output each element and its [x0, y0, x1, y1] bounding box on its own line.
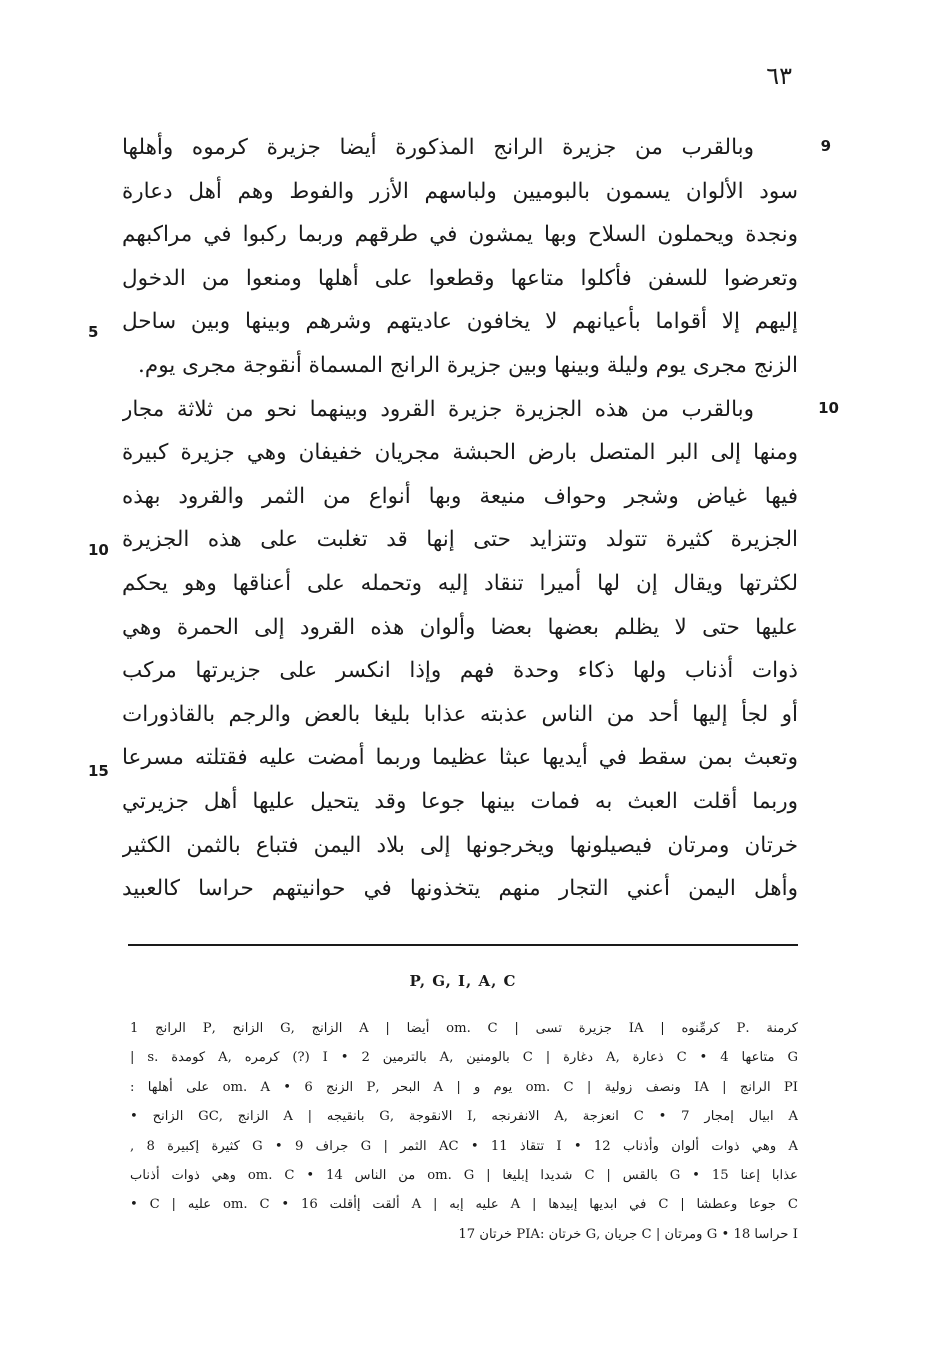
text-line: وتعرضوا للسفن فأكلوا متاعها وقطعوا على أهلها ومنعوا من الدخول [122, 265, 798, 291]
text-line: ومنها إلى البر المتصل بارض الحبشة مجريان خفيفان وهي جزيرة كبيرة [122, 440, 798, 466]
text-line: وربما أقلت العبث به فمات بينها جوعا وقد يتحيل عليها أهل جزيرتي [122, 788, 798, 814]
text-line: وتعبث بمن سقط في أيديها عبثا عظيما وربما أمضت عليه فقتلته مسرعا [122, 745, 798, 771]
critical-apparatus [130, 1014, 798, 1249]
apparatus-line: PI الرانج | IA ونصف زولية | om. C يوم و | A البحر ,P الزنج 6 • om. A على أهلها : [130, 1079, 798, 1095]
apparatus-line: G متاعها 4 • C ذعارة ,A دغارة | C بالومنين ,A بالترمين 2 • I (?) كرمره ,A كومدة .s | [130, 1050, 798, 1066]
text-line: الزنج مجرى يوم وليلة وبينها وبين جزيرة الرانج المسماة أنقوجة مجرى يوم. [138, 352, 798, 378]
margin-number: 10 [88, 541, 109, 559]
text-line: وبالقرب من جزيرة الرانج المذكورة أيضا جزيرة كرموه وأهلها [122, 135, 754, 160]
apparatus-line: A وهي ذوات ألوان وأذناب 12 • I تتقاذ 11 • AC الثمر | G جراف 9 • G كثيرة إكبيرة 8 , [130, 1138, 798, 1154]
text-line: ذوات أذناب ولها ذكاء وحدة فهم وإذا انكسر على جزيرتها مركب [122, 658, 798, 684]
margin-number: 15 [88, 762, 109, 780]
apparatus-line: I حراسا 18 • G ومرتان | C جريان ,G خرتان :PIA خرتان 17 [458, 1226, 798, 1242]
apparatus-line: A ابيال إمجار 7 • C انعزجة ,A الانفرنجه ,I الانقوجة ,G بانقيجه | A الزانج ,GC الزانح • [130, 1109, 798, 1125]
footnote-divider [128, 944, 798, 946]
margin-number: 10 [818, 399, 839, 417]
text-line: ونجدة ويحملون السلاح وبها يمشون في طرقهم وربما ركبوا في مراكبهم [122, 222, 798, 248]
text-line: عليها حتى لا يظلم بعضها بعضا وألوان هذه القرود إلى الحمرة وهي [122, 614, 798, 640]
main-text-block [122, 126, 798, 911]
text-line: وأهل اليمن أعني التجار منهم يتخذونها في حوانيتهم حراسا كالعبيد [122, 876, 798, 902]
text-line: لكثرتها ويقال إن لها أميرا تنقاد إليه وتحمله على أعناقها وهو يحكم [122, 570, 798, 596]
apparatus-line: كرمنة .P كرمِّنوه | IA جزيرة تسى | om. C أيضا | A الزانج ,G الزانح ,P الرانج 1 [130, 1021, 798, 1036]
text-line: إليهم إلا أقواما بأعيانهم لا يخافون عاديتهم وشرهم وبينها وبين ساحل [122, 309, 798, 335]
text-line: أو لجأ إليها أحد من الناس عذبته عذابا بليغا بالعض والرجم بالقاذورات [122, 701, 798, 727]
manuscript-sigla: P, G, I, A, C [409, 972, 517, 990]
text-line: سود الألوان يسمون بالبوميين ولباسهم الأزر والفوط وهم أهل دعارة [122, 178, 798, 204]
page-number: ٦٣ [766, 62, 792, 90]
text-line: وبالقرب من هذه الجزيرة جزيرة القرود وبينهما نحو من ثلاثة مجار [122, 396, 754, 422]
text-line: فيها غياض وشجر وحواف منيعة وبها أنواع من الثمر والقرود بهذه [122, 483, 798, 509]
text-line: خرتان ومرتان فيصيلونها ويخرجونها إلى بلاد اليمن فتباع بالثمن الكثير [122, 832, 798, 858]
text-line: الجزيرة كثيرة تتولد وتتزايد حتى إنها قد تغلبت على هذه الجزيرة [122, 527, 798, 553]
margin-number: 9 [820, 137, 831, 155]
apparatus-line: عذابا إعنا 15 • G بالقس | C شديدا إبليغا | om. G من الناس 14 • om. C وهي ذوات أذناب [130, 1167, 798, 1183]
margin-number: 5 [88, 323, 99, 341]
apparatus-line: C جوعا وعطشا | C في ابديها إبيدها | A عليه إبه | A ألقت إأقلت 16 • om. C عليه | C • [130, 1197, 798, 1213]
